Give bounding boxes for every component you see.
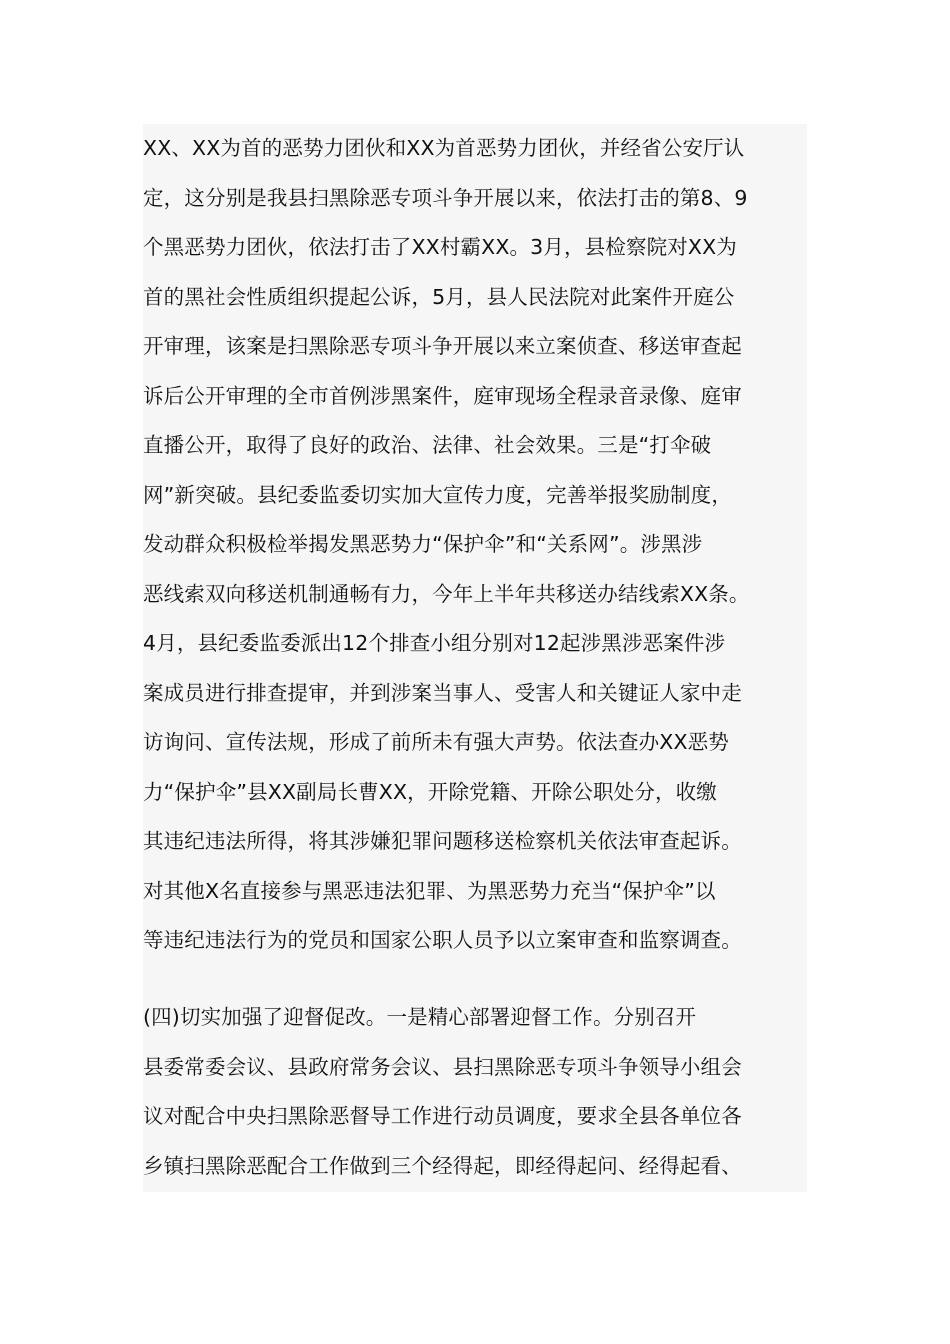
paragraph-1-line-5: 开审理，该案是扫黑除恶专项斗争开展以来立案侦查、移送审查起	[143, 334, 742, 358]
paragraph-2-line-2: 县委常委会议、县政府常务会议、县扫黑除恶专项斗争领导小组会	[143, 1054, 742, 1079]
paragraph-1-line-2: 定，这分别是我县扫黑除恶专项斗争开展以来，依法打击的第8、9	[143, 185, 748, 210]
paragraph-2-line-3: 议对配合中央扫黑除恶督导工作进行动员调度，要求全县各单位各	[143, 1104, 742, 1128]
paragraph-1-line-14: 力“保护伞”县XX副局长曹XX，开除党籍、开除公职处分，收缴	[143, 779, 717, 804]
paragraph-1-line-7: 直播公开，取得了良好的政治、法律、社会效果。三是“打伞破	[143, 433, 712, 457]
paragraph-1-line-8: 网”新突破。县纪委监委切实加大宣传力度，完善举报奖励制度，	[143, 482, 732, 507]
paragraph-1-line-13: 访询问、宣传法规，形成了前所未有强大声势。依法查办XX恶势	[143, 730, 729, 754]
text-block	[143, 124, 807, 1192]
paragraph-1-line-11: 4月，县纪委监委派出12个排查小组分别对12起涉黑涉恶案件涉	[143, 631, 726, 655]
paragraph-1-line-3: 个黑恶势力团伙，依法打击了XX村霸XX。3月，县检察院对XX为	[143, 235, 737, 259]
paragraph-1-line-15: 其违纪违法所得，将其涉嫌犯罪问题移送检察机关依法审查起诉。	[143, 829, 742, 853]
paragraph-1-line-16: 对其他X名直接参与黑恶违法犯罪、为黑恶势力充当“保护伞”以	[143, 878, 716, 903]
paragraph-1-line-17: 等违纪违法行为的党员和国家公职人员予以立案审查和监察调查。	[143, 928, 742, 952]
paragraph-1-line-1: XX、XX为首的恶势力团伙和XX为首恶势力团伙，并经省公安厅认	[143, 136, 745, 160]
paragraph-1-line-12: 案成员进行排查提审，并到涉案当事人、受害人和关键证人家中走	[143, 680, 742, 705]
paragraph-1-line-9: 发动群众积极检举揭发黑恶势力“保护伞”和“关系网”。涉黑涉	[143, 532, 703, 556]
paragraph-2-line-4: 乡镇扫黑除恶配合工作做到三个经得起，即经得起问、经得起看、	[143, 1153, 742, 1178]
paragraph-2-line-1: (四)切实加强了迎督促改。一是精心部署迎督工作。分别召开	[143, 1005, 697, 1029]
paragraph-1-line-6: 诉后公开审理的全市首例涉黑案件，庭审现场全程录音录像、庭审	[143, 383, 742, 408]
paragraph-1-line-4: 首的黑社会性质组织提起公诉，5月，县人民法院对此案件开庭公	[143, 284, 735, 309]
paragraph-1-line-10: 恶线索双向移送机制通畅有力，今年上半年共移送办结线索XX条。	[143, 581, 750, 606]
